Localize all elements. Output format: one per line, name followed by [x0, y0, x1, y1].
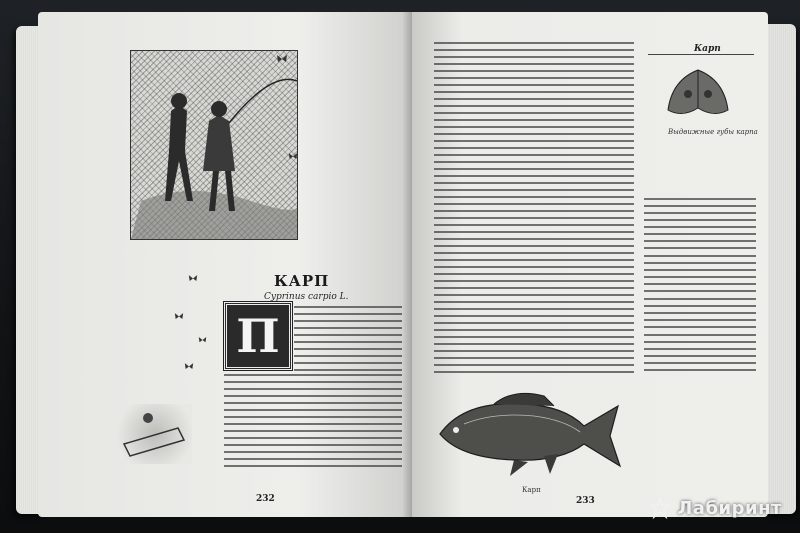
- body-text-column: [224, 374, 402, 472]
- left-page-number: 232: [256, 494, 275, 504]
- mouth-caption: Выдвижные губы карпа: [668, 128, 758, 136]
- boat-illustration: [118, 404, 192, 464]
- header-rule: [648, 54, 754, 55]
- left-page: [38, 12, 412, 517]
- labyrinth-logo-icon: [649, 497, 671, 519]
- butterfly-icon: [184, 362, 194, 371]
- latin-name: Cyprinus carpio L.: [264, 292, 349, 302]
- butterfly-icon: [276, 54, 288, 64]
- running-head: Карп: [694, 44, 721, 54]
- article-heading: КАРП: [274, 272, 330, 290]
- open-book: [16, 12, 796, 517]
- right-page-edges: [766, 24, 796, 514]
- site-watermark: [649, 497, 782, 519]
- sidebar-text: [644, 198, 756, 376]
- drop-cap-letter: П: [224, 302, 292, 370]
- carp-mouth-illustration: [658, 60, 738, 122]
- butterfly-icon: [198, 336, 207, 344]
- watermark-text: Лабиринт: [677, 497, 782, 519]
- body-text-column: [294, 306, 402, 376]
- butterfly-icon: [188, 274, 198, 283]
- right-page: [412, 12, 768, 517]
- carp-illustration: [434, 382, 624, 480]
- butterfly-icon: [174, 312, 184, 321]
- body-text-column: [434, 42, 634, 378]
- right-page-number: 233: [576, 496, 595, 506]
- fishermen-illustration: [130, 50, 298, 240]
- fish-caption: Карп: [522, 486, 541, 494]
- butterfly-icon: [288, 152, 298, 161]
